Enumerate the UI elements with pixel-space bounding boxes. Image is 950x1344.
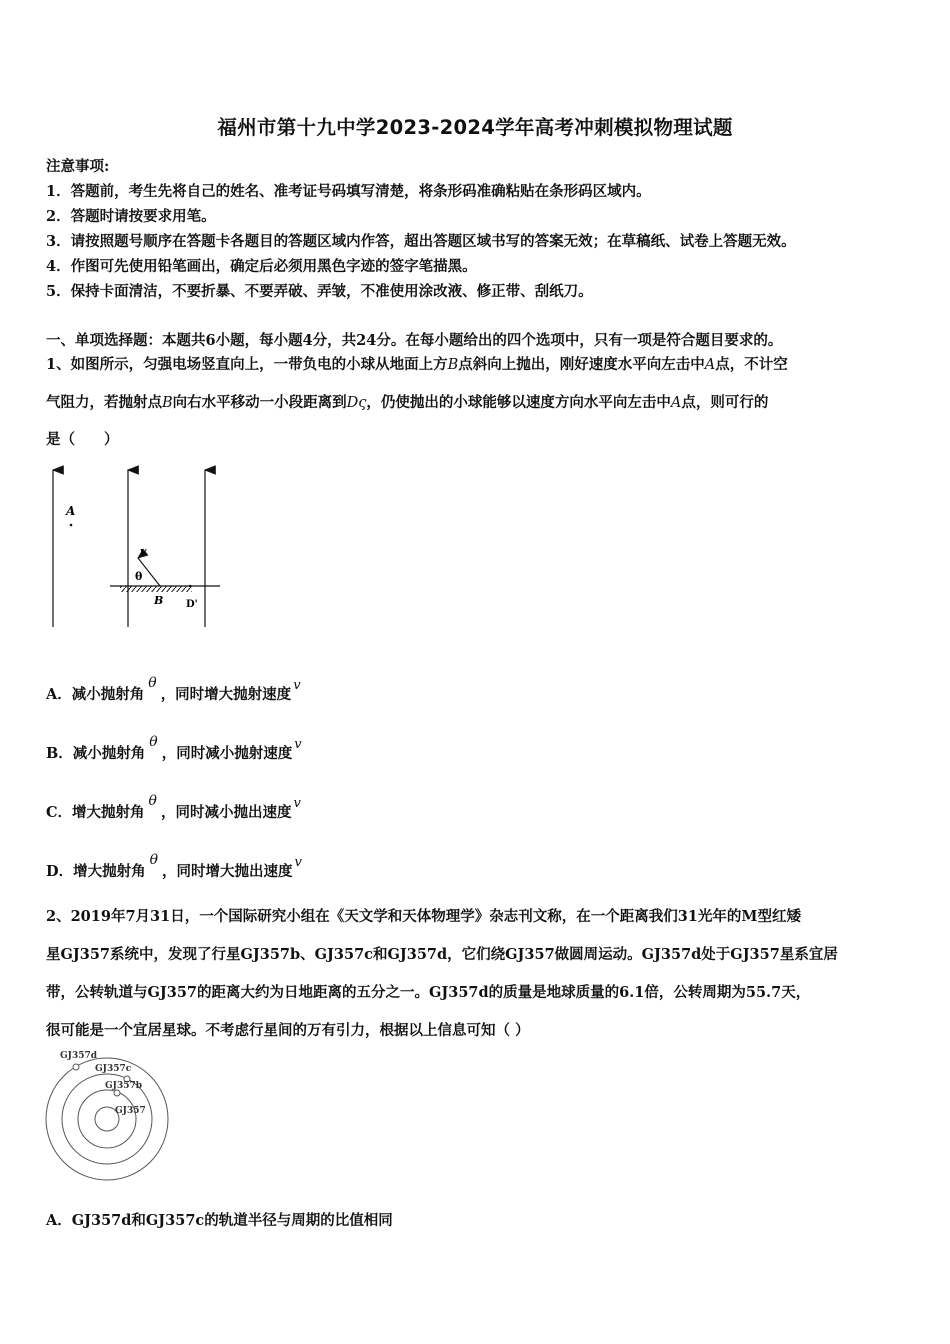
q1-option-b: B．减小抛射角θ，同时减小抛射速度v (46, 734, 302, 762)
section-heading: 一、单项选择题：本题共6小题，每小题4分，共24分。在每小题给出的四个选项中，只有一项是符合题目要求的。 (46, 332, 783, 349)
notice-item-2: 2．答题时请按要求用笔。 (46, 208, 216, 225)
q2-option-a: A．GJ357d和GJ357c的轨道半径与周期的比值相同 (46, 1212, 393, 1229)
label-gj357c: GJ357c (95, 1064, 132, 1074)
point-d-dot (189, 585, 192, 588)
notice-item-1: 1．答题前，考生先将自己的姓名、准考证号码填写清楚，将条形码准确粘贴在条形码区域内。 (46, 183, 651, 200)
q1-option-c: C．增大抛射角θ，同时减小抛出速度v (46, 793, 301, 821)
orbit-gj357d (46, 1058, 168, 1180)
planet-gj357d (73, 1064, 79, 1070)
q2-line-2: 星GJ357系统中，发现了行星GJ357b、GJ357c和GJ357d，它们绕GJ357做圆周运动。GJ357d处于GJ357星系宜居 (46, 946, 838, 963)
velocity-label: v (140, 545, 147, 558)
q2-orbit-diagram (40, 1043, 180, 1185)
point-a-dot (70, 524, 73, 527)
ground-hatch (120, 586, 192, 592)
label-gj357: GJ357 (115, 1106, 146, 1116)
q2-line-4: 很可能是一个宜居星球。不考虑行星间的万有引力，根据以上信息可知（ ） (46, 1022, 530, 1039)
notice-item-3: 3．请按照题号顺序在答题卡各题目的答题区域内作答，超出答题区域书写的答案无效；在草稿纸、试卷上答题无效。 (46, 233, 796, 250)
point-b-label: B (154, 594, 164, 607)
point-d-label: D' (186, 599, 198, 610)
q1-line-2: 气阻力，若抛射点B向右水平移动一小段距离到Dς，仍使抛出的小球能够以速度方向水平向左击中A点，则可行的 (46, 394, 769, 411)
q1-line-1: 1、如图所示，匀强电场竖直向上，一带负电的小球从地面上方B点斜向上抛出，刚好速度水平向左击中A点，不计空 (46, 356, 788, 373)
q1-field-diagram (40, 462, 230, 634)
q2-line-1: 2、2019年7月31日，一个国际研究小组在《天文学和天体物理学》杂志刊文称，在一个距离我们31光年的M型红矮 (46, 908, 801, 925)
q2-line-3: 带，公转轨道与GJ357的距离大约为日地距离的五分之一。GJ357d的质量是地球质量的6.1倍，公转周期为55.7天， (46, 984, 811, 1001)
label-gj357d: GJ357d (60, 1051, 98, 1061)
q1-option-d: D．增大抛射角θ，同时增大抛出速度v (46, 852, 302, 880)
notice-item-5: 5．保持卡面清洁，不要折暴、不要弄破、弄皱，不准使用涂改液、修正带、刮纸刀。 (46, 283, 593, 300)
notice-item-4: 4．作图可先使用铅笔画出，确定后必须用黑色字迹的签字笔描黑。 (46, 258, 477, 275)
orbit-gj357b (78, 1090, 136, 1148)
point-a-label: A (66, 504, 76, 518)
page-title: 福州市第十九中学2023-2024学年高考冲刺模拟物理试题 (217, 116, 733, 139)
label-gj357b: GJ357b (105, 1081, 143, 1091)
q1-option-a: A．减小抛射角θ，同时增大抛射速度v (46, 675, 301, 703)
q1-line-3: 是（ ） (46, 431, 119, 448)
theta-label: θ (135, 570, 143, 583)
notice-heading: 注意事项: (46, 158, 110, 175)
